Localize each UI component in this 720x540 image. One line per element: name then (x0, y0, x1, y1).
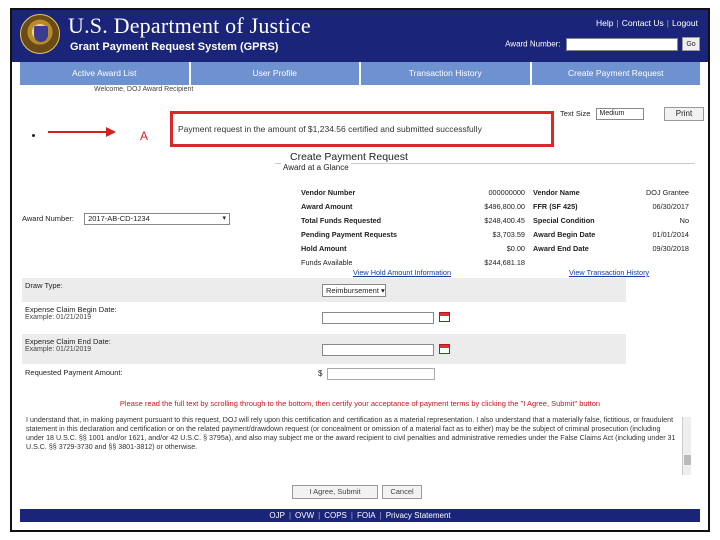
text-size-label: Text Size (560, 108, 591, 118)
gprs-window (10, 8, 710, 532)
view-hold-amount-link[interactable]: View Hold Amount Information (353, 268, 452, 277)
begin-date-example: Example: 01/21/2019 (25, 314, 92, 321)
callout-letter: A (140, 129, 149, 143)
footer-link-ojp[interactable]: OJP (269, 511, 285, 520)
award-at-a-glance (275, 163, 695, 277)
award-number-row (22, 213, 230, 225)
department-title: U.S. Department of Justice (68, 13, 311, 38)
award-search (505, 37, 700, 51)
award-number-select[interactable]: 2017-AB-CD-1234 ▾ (84, 213, 230, 225)
go-button[interactable]: Go (682, 37, 700, 51)
end-date-row (22, 334, 626, 364)
aag-right-value: 01/01/2014 (652, 230, 689, 239)
success-message: Payment request in the amount of $1,234.56 certified and submitted successfully (170, 111, 554, 147)
aag-left-value: $3,703.59 (492, 230, 525, 239)
footer-link-cops[interactable]: COPS (324, 511, 347, 520)
aag-left-label: Pending Payment Requests (301, 230, 398, 239)
callout-arrowhead-icon (106, 127, 116, 137)
footer-link-privacy[interactable]: Privacy Statement (385, 511, 451, 520)
help-link[interactable]: Help (596, 18, 614, 28)
amount-label: Requested Payment Amount: (25, 368, 123, 377)
aag-right-value: 06/30/2017 (652, 202, 689, 211)
aag-right-label: Award End Date (533, 244, 589, 253)
tab-user-profile[interactable]: User Profile (191, 62, 362, 85)
view-transaction-history-link[interactable]: View Transaction History (569, 268, 650, 277)
aag-right-value: 09/30/2018 (652, 244, 689, 253)
print-button[interactable]: Print (664, 107, 704, 121)
draw-type-select[interactable]: Reimbursement ▾ (322, 284, 386, 297)
aag-right-value: No (679, 216, 689, 225)
site-footer: OJP | OVW | COPS | FOIA | Privacy Statement (20, 509, 700, 522)
draw-type-label: Draw Type: (25, 281, 63, 290)
callout-arrow-icon (48, 131, 108, 133)
aag-right-label: Special Condition (533, 216, 595, 225)
terms-text-box[interactable] (20, 414, 690, 476)
tab-create-payment-request[interactable]: Create Payment Request (532, 62, 701, 85)
amount-input[interactable] (327, 368, 435, 380)
tab-transaction-history[interactable]: Transaction History (361, 62, 532, 85)
logout-link[interactable]: Logout (672, 18, 698, 28)
text-size-select[interactable]: Medium (596, 108, 644, 120)
doj-seal-icon (20, 14, 60, 54)
system-title: Grant Payment Request System (GPRS) (70, 41, 279, 53)
aag-right-value: DOJ Grantee (646, 188, 689, 197)
text-size-control (560, 108, 644, 120)
footer-link-ovw[interactable]: OVW (295, 511, 315, 520)
award-search-label: Award Number: (505, 39, 561, 49)
draw-type-row (22, 278, 626, 302)
award-at-a-glance-legend: Award at a Glance (283, 163, 349, 172)
aag-left-value: $244,681.18 (484, 258, 525, 267)
scroll-thumb[interactable] (684, 455, 691, 465)
aag-left-label: Hold Amount (301, 244, 347, 253)
end-date-input[interactable] (322, 344, 434, 356)
award-number-label: Award Number: (22, 213, 74, 223)
terms-scrollbar[interactable] (682, 417, 691, 475)
top-links: Help | Contact Us | Logout (596, 18, 698, 28)
terms-text: I understand that, in making payment pursuant to this request, DOJ will rely upon this certification and certification as a material representation. I also understand that a materially false, fictitious, or fraudulent statement in this declaration and certification or on the related payment/drawdown request (or concealment or omission of a material fact as to either) may be the subject of criminal prosecution (including under 18 U.S.C. §§ 1001 and/or 1621, and/or 42 U.S.C. § 3795a), and also may subject me or the award recipient to civil penalties and administrative remedies under the False Claims Act (including under 31 U.S.C. §§ 3729-3730 and §§ 3801-3812) or otherwise. (26, 416, 676, 451)
award-search-input[interactable] (566, 38, 678, 51)
begin-date-label: Expense Claim Begin Date: (25, 305, 117, 314)
calendar-icon[interactable] (439, 344, 450, 354)
terms-instruction: Please read the full text by scrolling through to the bottom, then certify your acceptance of payment terms by clicking the "I Agree, Submit" button (119, 399, 601, 408)
aag-left-label: Vendor Number (301, 188, 356, 197)
cancel-button[interactable]: Cancel (382, 485, 422, 499)
begin-date-row (22, 302, 626, 334)
main-tabs (20, 62, 700, 85)
site-header (12, 10, 708, 62)
aag-right-label: Award Begin Date (533, 230, 596, 239)
aag-left-label: Funds Available (301, 258, 353, 267)
aag-left-value: $496,800.00 (484, 202, 525, 211)
begin-date-input[interactable] (322, 312, 434, 324)
welcome-text: Welcome, DOJ Award Recipient (94, 86, 194, 93)
footer-link-foia[interactable]: FOIA (356, 511, 376, 520)
end-date-example: Example: 01/21/2019 (25, 346, 92, 353)
aag-left-label: Award Amount (301, 202, 353, 211)
currency-symbol: $ (318, 369, 323, 378)
bullet-dot (32, 134, 35, 137)
tab-active-award-list[interactable]: Active Award List (20, 62, 191, 85)
contact-us-link[interactable]: Contact Us (621, 18, 664, 28)
aag-right-label: Vendor Name (533, 188, 580, 197)
aag-left-value: 000000000 (488, 188, 525, 197)
agree-submit-button[interactable]: I Agree, Submit (292, 485, 378, 499)
amount-row (22, 366, 626, 386)
aag-left-value: $0.00 (506, 244, 525, 253)
aag-left-label: Total Funds Requested (301, 216, 382, 225)
aag-left-value: $248,400.45 (484, 216, 525, 225)
aag-right-label: FFR (SF 425) (533, 202, 578, 211)
end-date-label: Expense Claim End Date: (25, 337, 111, 346)
calendar-icon[interactable] (439, 312, 450, 322)
page-title: Create Payment Request (290, 151, 408, 163)
